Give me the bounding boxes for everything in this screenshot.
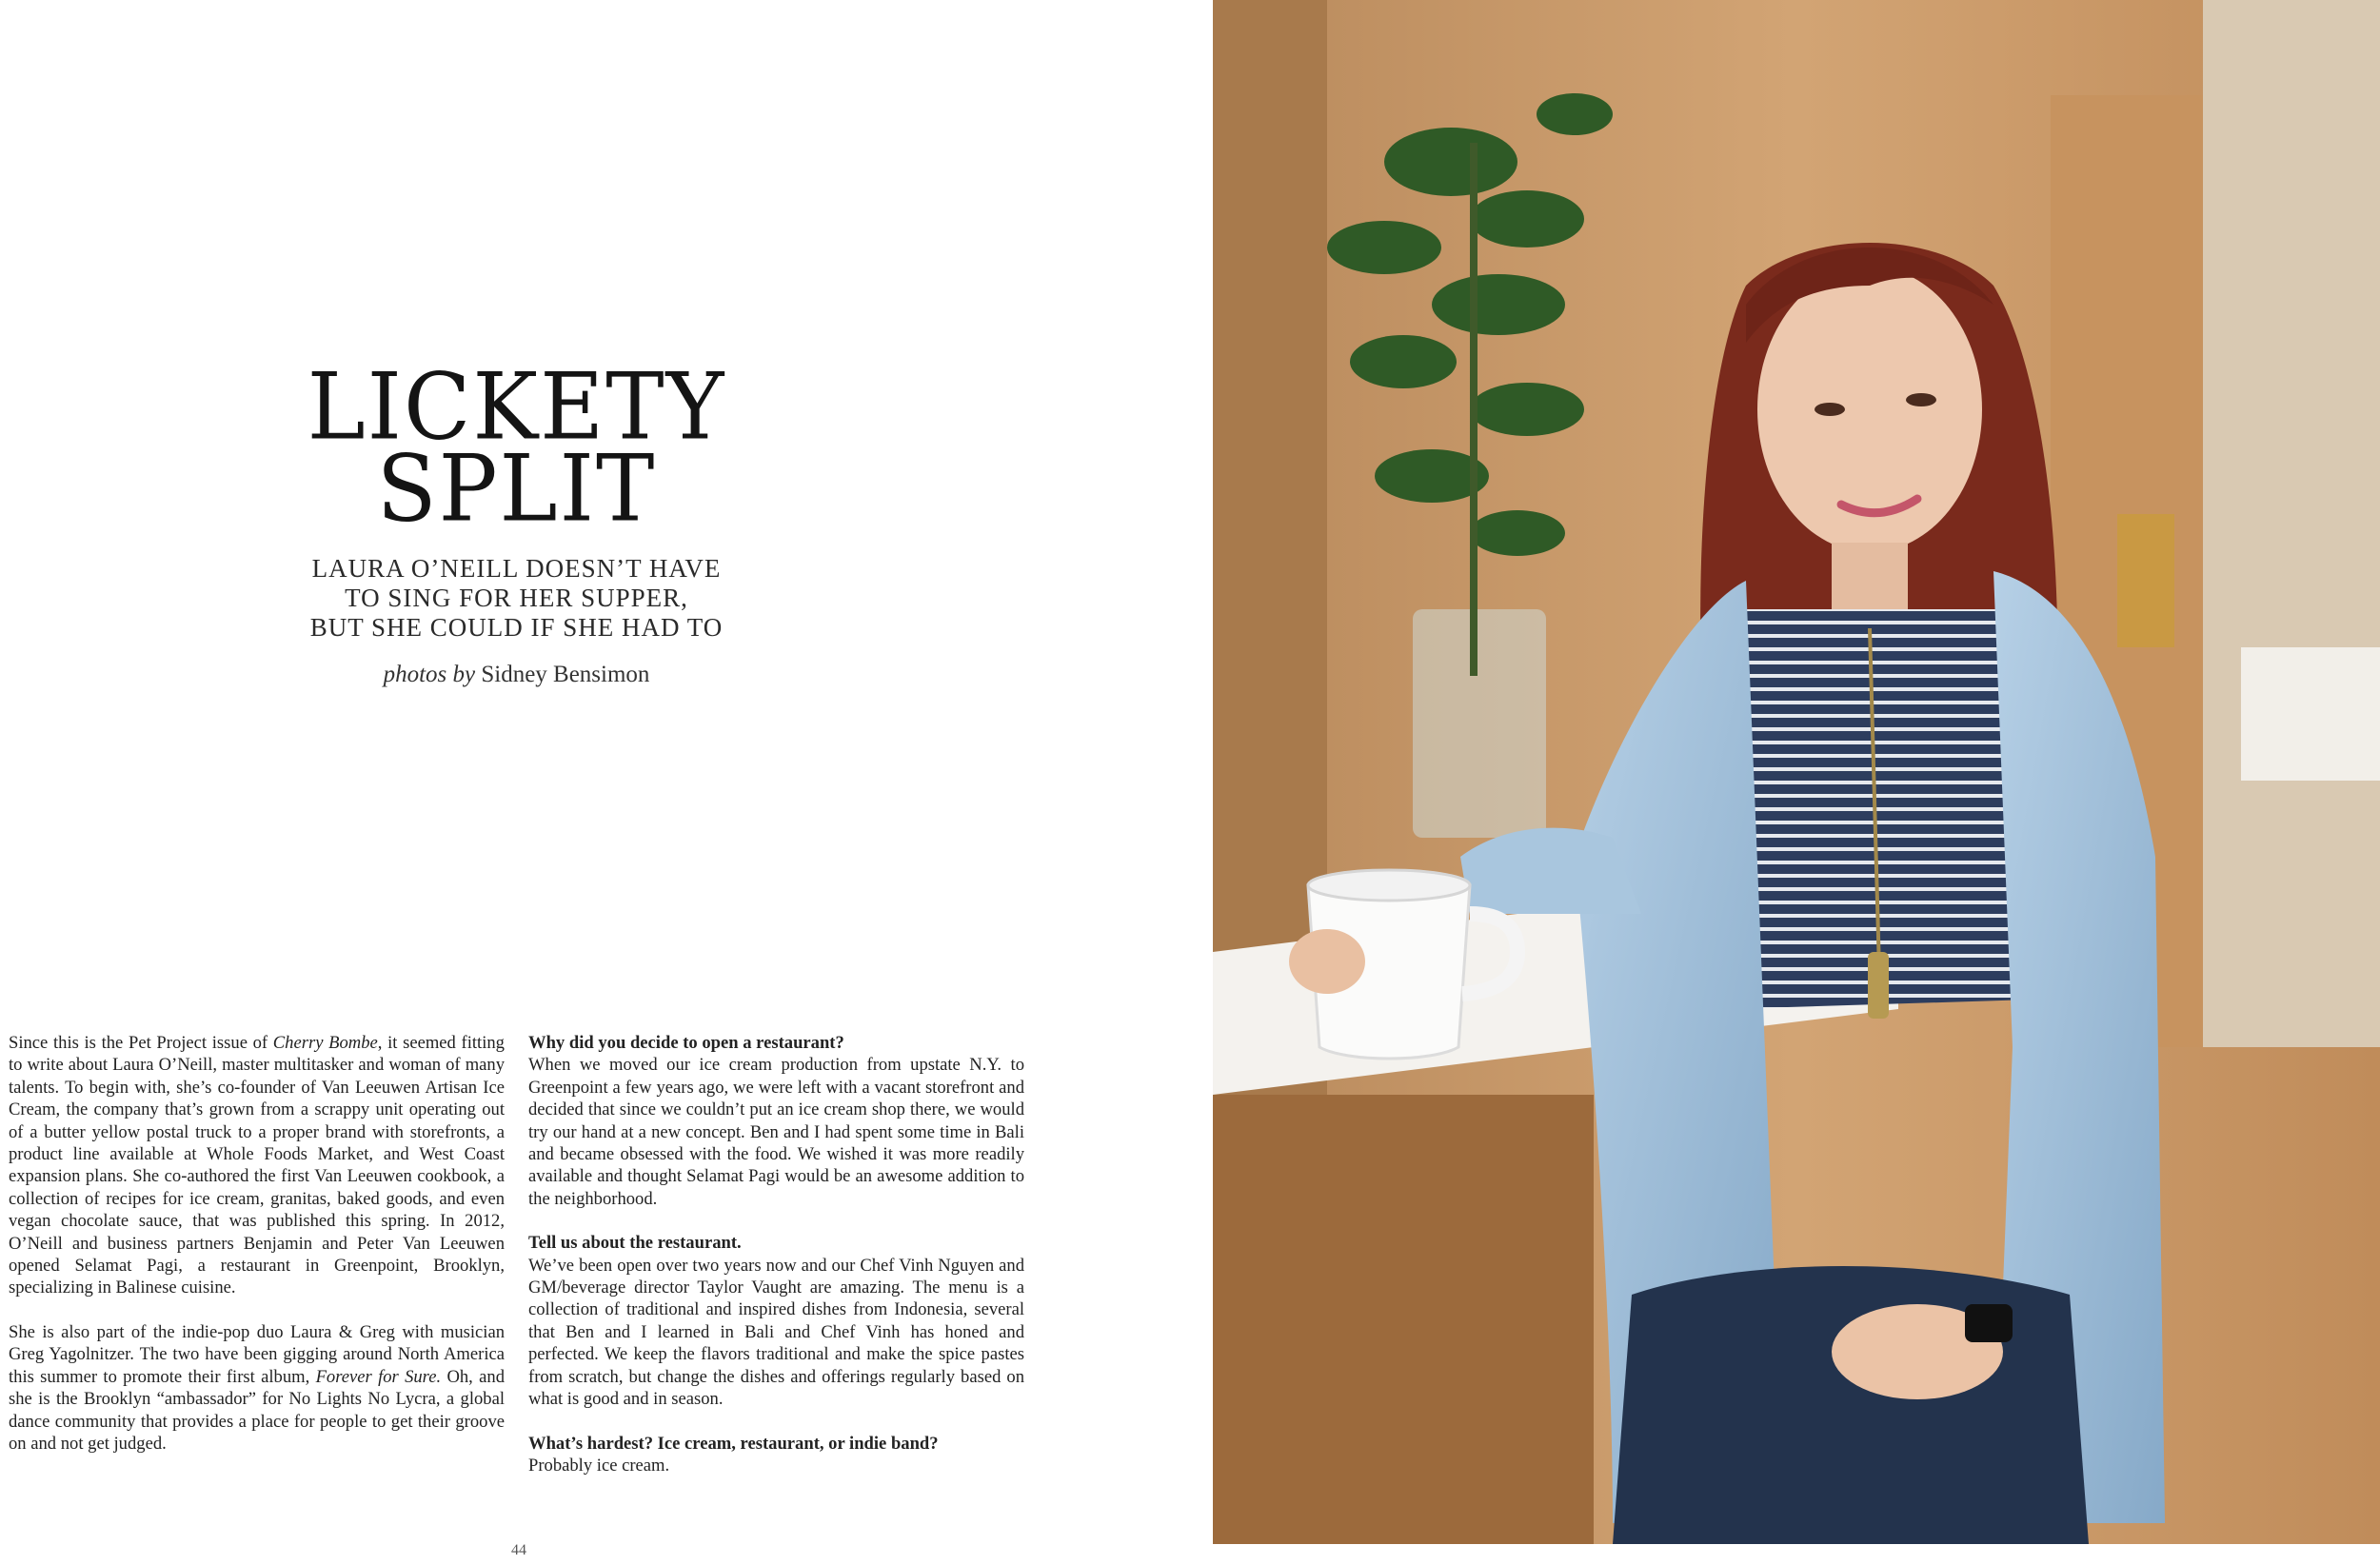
background-wall — [2203, 0, 2380, 1047]
article-deck — [238, 554, 795, 643]
qa-block-1 — [528, 1032, 1024, 1210]
question-1: Why did you decide to open a restaurant? — [528, 1033, 844, 1053]
jeans — [1613, 1266, 2089, 1544]
intro-text: , it seemed fitting to write about Laura O’Neill, master multitasker and woman of many talents. To begin with, she’s co-founder of Van Leeuwen Artisan Ice Cream, the company that’s grown from a scrappy unit operating out of a butter yellow postal truck to a proper brand with storefronts, a product line available at Whole Foods Market, and West Coast expansion plans. She co-authored the first Van Leeuwen cookbook, a collection of recipes for ice cream, granitas, baked goods, and even vegan chocolate sauce, that was published this spring. In 2012, O’Neill and business partners Benjamin and Peter Van Leeuwen opened Selamat Pagi, a restaurant in Greenpoint, Brooklyn, specializing in Balinese cuisine. — [9, 1033, 505, 1298]
deck-line-2: TO SING FOR HER SUPPER, — [345, 584, 688, 612]
intro-paragraph-2 — [9, 1321, 505, 1455]
photo-credit — [238, 662, 795, 688]
mug-rim — [1308, 870, 1470, 901]
plant-stem — [1470, 143, 1478, 676]
page-number: 44 — [511, 1542, 526, 1558]
left-eye — [1815, 403, 1845, 416]
hand-on-mug — [1289, 929, 1365, 994]
intro-column — [9, 1032, 505, 1476]
watch — [1965, 1304, 2013, 1342]
qa-block-3 — [528, 1433, 1024, 1477]
portrait-illustration — [1213, 0, 2380, 1544]
intro-text: Since this is the Pet Project issue of — [9, 1033, 273, 1053]
answer-2: We’ve been open over two years now and our Chef Vinh Nguyen and GM/beverage director Taylor Vaught are amazing. The menu is a collection of traditional and inspired dishes from Indonesia, several that Ben and I learned in Bali and Chef Vinh has honed and perfected. We keep the flavors traditional and make the spice pastes from scratch, but change the dishes and offerings regularly based on what is good and in season. — [528, 1255, 1024, 1410]
intro-text: She is also part of the indie-pop duo Laura & Greg with musician Greg Yagolnitzer. The two have been gigging around North America this summer to promote their first album, — [9, 1321, 505, 1387]
right-eye — [1906, 393, 1936, 406]
deck-line-3: BUT SHE COULD IF SHE HAD TO — [309, 613, 724, 642]
key-pendant — [1868, 952, 1889, 1019]
album-name: Forever for Sure. — [315, 1366, 442, 1387]
interview-column — [528, 1032, 1024, 1498]
answer-1: When we moved our ice cream production from upstate N.Y. to Greenpoint a few years ago, we were left with a vacant storefront and decided that since we couldn’t put an ice cream shop there, we would try our hand at a new concept. Ben and I had spent some time in Bali and became obsessed with the food. We wished it was more readily available and thought Selamat Pagi would be an awesome addition to the neighborhood. — [528, 1055, 1024, 1209]
portrait-photo — [1213, 0, 2380, 1544]
title-line-2: SPLIT — [376, 435, 657, 543]
photo-credit-label: photos by — [383, 662, 476, 687]
deck-line-1: LAURA O’NEILL DOESN’T HAVE — [311, 554, 722, 583]
question-2: Tell us about the restaurant. — [528, 1233, 742, 1254]
qa-block-2 — [528, 1232, 1024, 1410]
counter — [2241, 647, 2380, 781]
intro-paragraph-1 — [9, 1032, 505, 1299]
bench-base — [1213, 1095, 1594, 1544]
title-line-1: LICKETY — [307, 353, 726, 461]
glass-vase — [1413, 609, 1546, 838]
article-title — [181, 353, 852, 543]
magazine-name: Cherry Bombe — [272, 1033, 378, 1053]
intro-text: Oh, and she is the Brooklyn “ambassador” for No Lights No Lycra, a global dance community that provides a place for people to get their groove on and not get judged. — [9, 1366, 505, 1454]
photo-credit-name: Sidney Bensimon — [481, 662, 650, 687]
question-3: What’s hardest? Ice cream, restaurant, or indie band? — [528, 1433, 939, 1454]
oil-bottle — [2117, 514, 2174, 647]
answer-3: Probably ice cream. — [528, 1455, 670, 1476]
